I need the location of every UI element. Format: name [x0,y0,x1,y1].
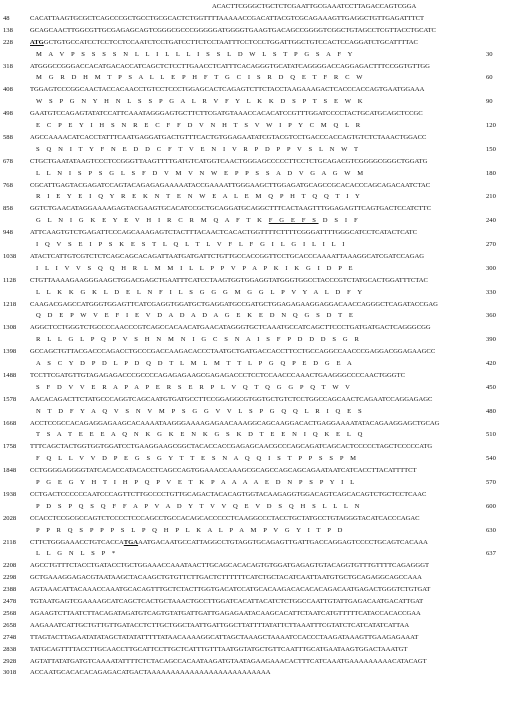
position-number: 138 [3,26,13,34]
amino-acid-sequence [36,264,472,274]
position-number: 1398 [3,348,17,356]
aa-row [0,407,512,417]
sequence-segment: AGGCTCCTGGGTCTGCCCCAACCCGTCAGCCACAACATGAACATAGGGTGCTCAAATGCCATCAGCTTCCCTGATGATGACTCAGGGCGG [30,324,431,332]
position-number: 1308 [3,324,17,332]
nucleotide-sequence [30,157,482,167]
nucleotide-sequence [30,252,482,262]
residue-count: 90 [486,98,493,106]
position-number: 2838 [3,645,17,653]
nucleotide-sequence [30,419,482,429]
nucleotide-sequence [30,26,482,36]
residue-count: 600 [486,502,496,510]
aa-row [0,216,512,226]
nt-row [0,204,512,214]
amino-acid-sequence [36,73,472,83]
residue-count: 270 [486,241,496,248]
position-number: 1938 [3,490,17,498]
aa-row [0,121,512,131]
position-number: 3018 [3,669,17,677]
sequence-segment: CAAGACGAGCCATGGGTGGAGTTCATCGAGGTGGATGCTGAGGATGCCGATGCTGGAGAGAAGGAGGACAACCAGGGCTCAGATACCGAG [30,300,438,308]
sequence-segment: R L L G L P Q P V S H N M N I G C S N A I S F P D D D S G R [36,336,362,344]
sequence-segment: M A V P S S S S N L L I L L L I S S L D W L S T P G S A F Y [36,50,355,58]
nt-row [0,252,512,262]
aa-row [0,73,512,83]
residue-count: 390 [486,336,496,344]
sequence-segment: TATGCAGTTTTACCTTGCAACCTTGCATTCCTTGCTCATTTGTTTAATGGTATGCTGTTCAATTTGCATGAATAAGTGGACTAAATGT [30,645,408,653]
sequence-segment: L L G N L S P * [36,550,118,558]
sequence-segment: CGCATTGAGTACGAGATCCAGTACAGAGAGAAAAATACCGAAAATTGGGAAGCTTGGAGATGCAGCCGCACACCCAGCAGACAATCTAC [30,181,431,189]
sequence-segment: AATGACAATGCCATTAGGCCTGTAGGTGCAGAGTTGATTGACCAGGAGTCCCCTGCAGTCACAAA [138,538,428,546]
residue-count: 510 [486,431,496,439]
position-number: 1488 [3,371,17,379]
residue-count: 150 [486,145,496,153]
sequence-segment: ATTCAAGTGTCTGAGATTCCCAGCAAAGAGTCTACTTTACAACTCACACTGGTTTTCTTTTCGGGATTTTGGGCATCCTCATACTCATC [30,229,418,237]
nt-row [0,26,512,36]
aa-row [0,430,512,440]
sequence-segment: GCAGCAACTTGGCGTTGCGAGAGCAGTCGGGCGCCCGGGGGATGGGGTGAAGTGACAGCCGGGGTCGGCTGTAGCCTCGTTACCTGCATC [30,26,436,34]
position-number: 1578 [3,395,17,403]
sequence-segment: ATGGGCCGGGACCACATGACACCATCAGCTCTCCTTGAACCTCATTTCACAGGGTGCATATCAGGGGACCAGGAGACTTTCCGGTGTTGG [30,62,430,70]
position-number: 1128 [3,276,16,284]
sequence-segment: L L K K G K L D E L N F I L S G G G M G G L P V Y A L D F Y [36,288,365,296]
position-number: 678 [3,157,13,165]
position-number: 48 [3,14,10,22]
nucleotide-sequence [30,645,482,655]
aa-row [0,383,512,393]
sequence-segment: ACCTCCGCCACAGAGGAGAAGCACAAAATAAGGGAAAAGAGAACAAAGGCAGCAAGGACACTGAGGAAAATATACAGAAGGAGCTGCAG [30,419,440,427]
sequence-segment: CTTCTGGGAAACCTGTCACCA [30,538,124,546]
residue-count: 420 [486,360,496,367]
amino-acid-sequence [36,121,472,131]
amino-acid-sequence [36,169,472,179]
sequence-segment: W S P G N Y H N L S S P G A L R V F Y L K K D S P T S E W K [36,98,366,106]
codon-marker: ATG [30,38,44,46]
aa-row [0,549,512,559]
position-number: 2028 [3,514,17,522]
sequence-segment: A S C Y D P D L P D Q D T L M L M T T L P G Q P E D G E A [36,360,355,367]
nt-row [0,371,512,381]
sequence-segment: I L I V V S Q Q H R L M M I L L P P V P A P K I K G I D P E [36,264,356,272]
position-number: 2388 [3,586,17,594]
amino-acid-sequence [36,549,472,559]
nucleotide-sequence [30,573,482,583]
sequence-segment: GGTCTGAACATAGGAAAAGAGTACGAAGTGCACATCCGCTGCAGGATGCAGGCTTTCACTAAGTTTGGAGAGTTCAGTGACTCCATCTTC [30,205,431,213]
residue-count: 60 [486,74,493,82]
sequence-segment: S Q N I T Y F N E D D C F T V E N I V R P D P P V S L N W T [36,145,361,153]
nucleotide-sequence [30,442,482,452]
nt-row [0,133,512,143]
sequence-segment: CACATTAAGTGCGCTCAGCCCGCTGCCTGCGCACTCTGGTTTTAAAAACCGACATTACGTCGCAGAAAGTTGAGGCTGTTGAGATTTCT [30,14,425,22]
aa-row [0,264,512,274]
nt-row [0,621,512,631]
nucleotide-sequence [30,490,482,500]
nt-row [0,85,512,95]
nucleotide-sequence [30,597,482,607]
amino-acid-sequence [36,97,472,107]
aa-row [0,97,512,107]
nt-row [0,657,512,667]
nucleotide-sequence [30,62,482,72]
nucleotide-sequence [30,300,482,310]
nucleotide-sequence [30,633,482,643]
nt-row [0,300,512,310]
nt-row [0,514,512,524]
position-number: 408 [3,86,13,94]
position-number: 2658 [3,621,17,629]
nucleotide-sequence [30,133,482,143]
nucleotide-sequence [30,204,482,214]
sequence-segment: GCTGTGCCATCCTCCTCCTCCAATCTCCTGATCCTTCTCCTAATTTCCTCCCTGGATTGGCTGTCCACTCCAGGATCTGCATTTTAC [43,38,418,46]
nt-row [0,573,512,583]
sequence-segment: TTTCAGCTACTGGTGGTGGATCCTGAAGGAAGCGGCTACACCACCGAGAGCAACGCCCAGCAGATCAGCACTCCCCCTAGCTCCCCCATG [30,443,433,451]
amino-acid-sequence [36,311,472,321]
sequence-segment: P P R Q S P P P S L P Q H P L K A L P A M P V G Y I T P D [36,526,345,534]
amino-acid-sequence [36,335,472,345]
nucleotide-sequence [30,561,482,571]
sequence-segment: L L N I S P S G L S F D V M V N W E P P S S A D V G A G W M [36,169,366,177]
sequence-segment: TTAGTACTTAGAATATATAGCTATATATTTTTATAACAAAAGGCATTAGCTAAAGCTAAAATCCACCCTAAGATAAAGTTGAAGAGAAAT [30,633,419,641]
sequence-segment: AGTAAACATTACAAACCAAATGCACAGTTTGCTCTACTTGGTGACATCCATGCACAAGACACACACAGACAATGAGACTGGGTCTGTGAT [30,586,431,594]
nucleotide-sequence [30,38,482,48]
residue-count: 540 [486,455,496,463]
sequence-segment: AGAAGTCTTAATCTTACAGATAGATGTCAGTGTATGATTGATTGAGAGAATACAAGCACATTCTAATCATGTTTTTCATACCACACCGAA [30,609,421,617]
position-number: 2208 [3,562,17,570]
nucleotide-sequence [30,276,482,286]
nucleotide-sequence [30,609,482,619]
nucleotide-sequence [30,347,482,357]
position-number: 2748 [3,633,17,641]
position-number: 498 [3,110,13,118]
sequence-segment: CCACCTCCGCGCCAGTCTCCCCTCCCAGCCTGCCACAGCACCCCCTCAAGGCCCTACCTGCTATGCCTGTAGGGTACATCACCCAGAC [30,514,420,522]
nt-row [0,490,512,500]
sequence-segment: Q D E P W V E F I E V D A D A D A G E K E D N Q G S D T E [36,312,356,320]
nt-row [0,228,512,238]
sequence-segment: CCTGGGGAGGGGTATCACACCATACACCTCAGCCAGTGGAAACCAAAGCGCAGCCAGCAGCAGAATAATCATCACCTTACATTTTCT [30,467,417,475]
nt-row [0,14,512,24]
residue-count: 120 [486,122,496,129]
sequence-segment: GAATGTCCAGAGTATATCCATTCAAATAGGGAGTGCTTCTTCGATGTAAACCACACATCCGTTTGGATCCCCTACTGCATGCAGCTCCGC [30,110,423,118]
amino-acid-sequence [36,407,472,417]
amino-acid-sequence [36,383,472,393]
sequence-segment: AGCCTGTTTCTACCTGATACCTGCTGGAAACCAAATAACTTGCAGCACACAGTGTGGATGAGAGTGTACAGGTGTTTGTTTTCAGAGGGT [30,562,429,570]
nucleotide-sequence [30,585,482,595]
amino-acid-sequence [36,240,472,250]
codon-marker: TGA [123,538,139,546]
sequence-segment: N T D F Y A Q V S N V M P S G G V V L S P G Q Q L R I Q E S [36,407,365,415]
nucleotide-sequence [30,538,482,548]
amino-acid-sequence [36,430,472,440]
position-number: 2568 [3,609,17,617]
amino-acid-sequence [36,50,472,60]
position-number: 228 [3,38,13,46]
sequence-segment: AAGAAATCATTGCTGTTGTTGATACCTCTTGCTGGCTAATTGATTGGCTTATTTTATATTCTTAAATTTCGTATCTCATCATATCATTAA [30,621,410,629]
nucleotide-sequence [30,514,482,524]
position-number: 588 [3,133,13,141]
nucleotide-sequence [30,466,482,476]
sequence-segment: P G E G Y H T I H P Q P V E T K P A A A A E D N P S P Y I L [36,479,357,486]
nt-row [0,597,512,607]
position-number: 2478 [3,598,17,605]
aa-row [0,502,512,512]
nucleotide-sequence [30,395,482,405]
amino-acid-sequence [36,359,472,369]
sequence-segment: CTGCTGAATATAAGTCCCTCCGGGTTAAGTTTTGATGTCATGGTCAACTGGGAGCCCCCTTCCTCTGCAGACGTCGGGGCGGGCTGGATG [30,157,428,165]
nt-row [0,62,512,72]
nt-row [0,419,512,429]
nucleotide-sequence [30,85,482,95]
sequence-segment: TCCTTCGATGTTGTAGAGAGACCCGCCCCAGAGAGAAGCGAGAGACCCTCCTCCAACCCAAACTGAAGGGCCCCAACTGGGTC [30,371,405,379]
residue-count: 240 [486,217,496,225]
aa-row [0,526,512,536]
residue-count: 450 [486,383,496,391]
nt-row [0,323,512,333]
residue-count: 300 [486,264,496,272]
amino-acid-sequence [36,145,472,155]
nt-row [0,442,512,452]
amino-acid-sequence [36,526,472,536]
aa-row [0,335,512,345]
position-number: 1758 [3,443,17,451]
position-number: 2928 [3,657,17,665]
nucleotide-sequence [30,323,482,333]
sequence-segment: ACCAATGCACACACAGAGACATGACTAAAAAAAAAAAAAAAAAAAAAAAAAA [30,669,271,677]
aa-row [0,478,512,488]
nucleotide-sequence [212,2,512,12]
amino-acid-sequence [36,288,472,298]
nt-row [0,633,512,643]
sequence-segment: AACACAGACTTCTATGCCCAGGTCAGCAATGTGATGCCTTCCGGAGGCGTGGTGCTGTCTCCTGGCCAGCAACTCAGAATCCAGGAGAGC [30,395,433,403]
nt-row [0,157,512,167]
nucleotide-sequence [30,371,482,381]
sequence-segment: AGCCAAAACATCACCTATTTCAATGAGGATGACTGTTTCACTGTGGAGAATATCGTACGTCCTGACCCACCAGTGTCTCTAAACTGGACC [30,133,427,141]
aa-row [0,454,512,464]
sequence-segment: G L N I G K E Y E V H I R C R M Q A F T K [36,217,269,225]
aa-row [0,311,512,321]
amino-acid-sequence [36,502,472,512]
nucleotide-sequence [30,228,482,238]
nt-row [0,347,512,357]
sequence-segment: CTGTTAAAAGAAGGGAAGCTGGACGAGCTGAATTTCATCCTAAGTGGTGGAGGTATGGGTGGCCTACCCGTCTATGCACTGGATTTCTAC [30,276,428,284]
residue-count: 480 [486,407,496,415]
nt-row [0,181,512,191]
nt-row [0,538,512,548]
sequence-segment: E C P E Y I H S N R E C F F D V N H T S V W I P Y C M Q L R [36,122,363,129]
sequence-segment: I Q V S E I P S K E S T L Q L T L V F L F G I L G I L I L I [36,241,348,248]
residue-count: 180 [486,169,496,177]
sequence-segment: M G R D H M T P S A L L E P H F T G C I S R D Q E T F R C W [36,74,366,82]
residue-count: 330 [486,288,496,296]
aa-row [0,288,512,298]
sequence-segment: GCCAGCTGTTACGACCCAGACCTGCCCGACCAAGACACCCTAATGCTGATGACCACCTTCCTGCCAGGCCAACCCGAGGACGGAGAAGCC [30,348,436,356]
sequence-segment: R I E Y E I Q Y R E K N T E N W E A L E M Q P H T Q Q T I Y [36,193,363,201]
position-number: 858 [3,205,13,213]
nt-row [0,395,512,405]
aa-row [0,359,512,369]
nt-row [0,38,512,48]
sequence-segment: S F D V V E R A P A P E R S E R P L V Q T Q G G P Q T W V [36,383,353,391]
nt-row [0,2,512,12]
position-number: 2298 [3,574,17,582]
sequence-segment: TGGAGTCCCGGCAACTACCACAACCTGTCCTCCCTGGAGCACTCAGAGTCTTCTACCTAAGAAAGACTCACCCACCAGTGAATGGAAA [30,86,425,94]
amino-acid-sequence [36,454,472,464]
sequence-segment: TGTAATGAGTCGAAAAGCATCAGCTCACTGCTAAACTGCCTTGGATCACATTACATCTCTGGCCAATTGTATTGAGACAATGACATTGAT [30,598,424,605]
sequence-segment: ATACTCATTGTCGTCTCTCAGCAGCACAGATTAATGATGATTCTGTTGCCACCGGTTCCTGCACCCAAAATTAAAGGCATCGATCCAGAG [30,252,425,260]
nucleotide-sequence [30,621,482,631]
nt-row [0,109,512,119]
position-number: 318 [3,62,13,70]
nucleotide-sequence [30,657,482,667]
position-number: 948 [3,229,13,237]
nt-row [0,668,512,678]
position-number: 768 [3,181,13,189]
nt-row [0,609,512,619]
residue-count: 30 [486,50,493,58]
aa-row [0,192,512,202]
residue-count: 637 [486,550,496,558]
position-number: 1218 [3,300,17,308]
nt-row [0,276,512,286]
nucleotide-sequence [30,109,482,119]
amino-acid-sequence [36,192,472,202]
position-number: 1668 [3,419,17,427]
sequence-segment: CCTGACTCCCCCCAATCCCAGTTCTTGCCCCTGTTGCAGACTACACAGTGGTACAAGAGGTGGACAGTCAGCACAGTCTGCTCCTCAAC [30,490,427,498]
nt-row [0,645,512,655]
position-number: 1038 [3,252,17,260]
sequence-segment: D S I F [318,217,361,225]
aa-row [0,50,512,60]
nt-row [0,561,512,571]
residue-count: 570 [486,479,496,486]
position-number: 1848 [3,467,17,475]
sequence-segment: GCTGAAAGGAGACGTAATAAGCTACAAGCTGTGTTCTTGACTCTTTTTTCATCTGCTACATCAATTAATGTGCTGCAGAGGCAGCCAAA [30,574,422,582]
sequence-segment: P D S P Q S Q F F A P V A D Y T V V Q E V D S Q H S L L L N [36,502,362,510]
residue-count: 210 [486,193,496,201]
sequence-segment: AGTATTATATGATGTCAAAATATTTTCTCTACAGCCACAATAAGATGTAATAGAAGAAACACTTTCATCAAATGAAAAAAAAACATACAGT [30,657,427,665]
amino-acid-sequence [36,478,472,488]
sequence-segment: F Q L L V V D P E G S G Y T T E S N A Q Q I S T P P S S P M [36,455,359,463]
amino-acid-sequence [36,216,472,226]
position-number: 2118 [3,538,16,546]
nt-row [0,466,512,476]
residue-count: 630 [486,526,496,534]
aa-row [0,240,512,250]
motif-marker: F G E F S [268,217,319,225]
nucleotide-sequence [30,14,482,24]
sequence-segment: ACACTTCGGGCTGCTCTCGAATTGCGAAATCCTTAGACCAGTCGGA [212,3,417,10]
nucleotide-sequence [30,181,482,191]
aa-row [0,145,512,155]
nucleotide-sequence [30,668,482,678]
nt-row [0,585,512,595]
residue-count: 360 [486,312,496,320]
sequence-segment: T S A T E E E A Q N K G K E N K G S K D T E E N I Q K E L Q [36,431,365,439]
aa-row [0,169,512,179]
